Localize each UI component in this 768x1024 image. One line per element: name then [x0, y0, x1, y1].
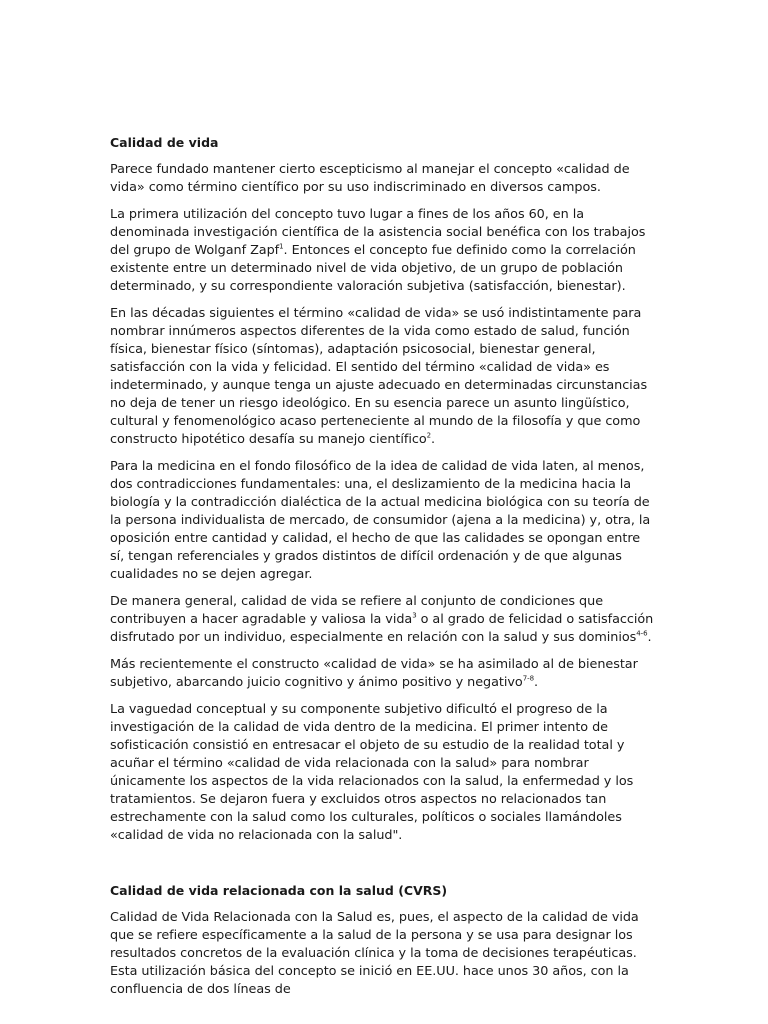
footnote-ref: 1	[279, 242, 284, 251]
paragraph-text: Para la medicina en el fondo filosófico de la idea de calidad de vida laten, al menos, dos contradicciones fundamentales: una, el deslizamiento de la medicina hacia la biología y la contradicción dialéctica de la actual medicina biológica con su teoría de la persona individualista de mercado, de consumidor (ajena a la medicina) y, otra, la oposición entre cantidad y calidad, el hecho de que las calidades se opongan entre sí, tengan referenciales y grados distintos de difícil ordenación y de que algunas cualidades no se dejen agregar.	[110, 459, 651, 582]
footnote-ref: 4-6	[636, 629, 648, 638]
paragraph-text: Más recientemente el constructo «calidad de vida» se ha asimilado al de bienestar subjetivo, abarcando juicio cognitivo y ánimo positivo y negativo	[110, 657, 638, 690]
paragraph-7	[110, 701, 658, 845]
paragraph-text: .	[533, 675, 539, 690]
paragraph-8	[110, 909, 658, 999]
paragraph-text: .	[431, 432, 436, 447]
footnote-ref: 7-8	[522, 674, 534, 683]
paragraph-6	[110, 656, 658, 692]
section-title-calidad-de-vida: Calidad de vida	[110, 135, 219, 150]
footnote-ref: 3	[412, 611, 417, 620]
paragraph-1	[110, 161, 658, 197]
paragraph-text: La vaguedad conceptual y su componente subjetivo dificultó el progreso de la investigación de la calidad de vida dentro de la medicina. El primer intento de sofisticación consistió en entresacar el objeto de su estudio de la realidad total y acuñar el término «calidad de vida relacionada con la salud» para nombrar únicamente los aspectos de la vida relacionados con la salud, la enfermedad y los tratamientos. Se dejaron fuera y excluidos otros aspectos no relacionados tan estrechamente con la salud como los culturales, políticos o sociales llamándoles «calidad de vida no relacionada con la salud".	[110, 702, 634, 843]
paragraph-text: Parece fundado mantener cierto escepticismo al manejar el concepto «calidad de vida» como término científico por su uso indiscriminado en diversos campos.	[110, 162, 630, 195]
paragraph-text: En las décadas siguientes el término «calidad de vida» se usó indistintamente para nombrar innúmeros aspectos diferentes de la vida como estado de salud, función física, bienestar físico (síntomas), adaptación psicosocial, bienestar general, satisfacción con la vida y felicidad. El sentido del término «calidad de vida» es indeterminado, y aunque tenga un ajuste adecuado en determinadas circunstancias no deja de tener un riesgo ideológico. En su esencia parece un asunto lingüístico, cultural y fenomenológico acaso perteneciente al mundo de la filosofía y que como constructo hipotético desafía su manejo científico	[110, 306, 648, 447]
section-title-cvrs: Calidad de vida relacionada con la salud (CVRS)	[110, 883, 448, 898]
section-spacer	[110, 854, 658, 882]
paragraph-text: o al grado de felicidad o satisfacción disfrutado por un individuo, especialmente en relación con la salud y sus dominios	[110, 612, 654, 645]
paragraph-text: Calidad de Vida Relacionada con la Salud es, pues, el aspecto de la calidad de vida que se refiere específicamente a la salud de la persona y se usa para designar los resultados concretos de la evaluación clínica y la toma de decisiones terapéuticas. Esta utilización básica del concepto se inició en EE.UU. hace unos 30 años, con la confluencia de dos líneas de	[110, 910, 639, 997]
footnote-ref: 2	[426, 431, 432, 440]
paragraph-5	[110, 593, 658, 647]
paragraph-text: . Entonces el concepto fue definido como la correlación existente entre un determinado nivel de vida objetivo, de un grupo de población determinado, y su correspondiente valoración subjetiva (satisfacción, bienestar).	[110, 243, 636, 294]
paragraph-2	[110, 206, 658, 296]
paragraph-text: De manera general, calidad de vida se refiere al conjunto de condiciones que contribuyen a hacer agradable y valiosa la vida	[110, 594, 604, 627]
paragraph-3	[110, 305, 658, 449]
paragraph-4	[110, 458, 658, 584]
paragraph-text: .	[647, 630, 652, 645]
paragraph-text: La primera utilización del concepto tuvo lugar a fines de los años 60, en la denominada investigación científica de la asistencia social benéfica con los trabajos del grupo de Wolganf Zapf	[110, 207, 646, 258]
